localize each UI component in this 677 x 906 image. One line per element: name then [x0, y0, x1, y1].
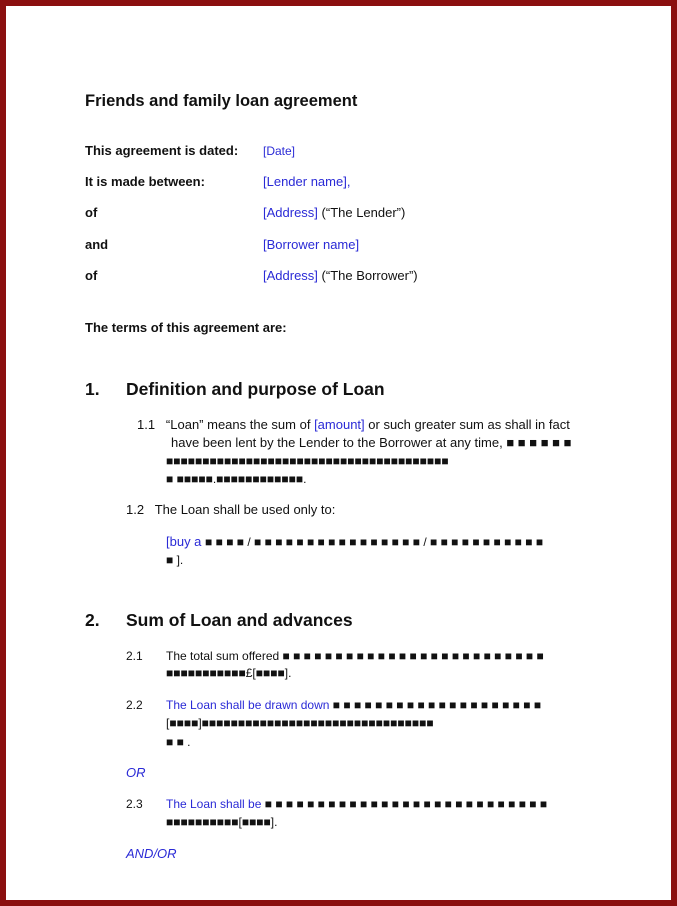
document-title: Friends and family loan agreement	[85, 92, 358, 110]
clause-1-1-line-4: ■ ■■■■■.■■■■■■■■■■■■.	[166, 472, 307, 486]
clause-2-1-number: 2.1	[126, 649, 143, 663]
drawn-down-text: The Loan shall be drawn down	[166, 698, 333, 712]
masked-text: ■ ■ ■ ■ / ■ ■ ■ ■ ■ ■ ■ ■ ■ ■ ■ ■ ■ ■ ■ ■ / ■ ■ ■ ■ ■ ■ ■ ■ ■ ■ ■	[205, 535, 544, 549]
clause-1-1-line-1	[137, 417, 570, 432]
section-title: Sum of Loan and advances	[126, 610, 353, 630]
party-value	[263, 174, 350, 189]
clause-2-2-line-3: ■ ■ .	[166, 735, 191, 749]
section-title: Definition and purpose of Loan	[126, 379, 385, 399]
clause-number: 1.1	[137, 417, 156, 432]
clause-text: “Loan” means the sum of	[165, 417, 315, 432]
party-label: This agreement is dated:	[85, 143, 239, 158]
borrower-name-placeholder: [Borrower name]	[263, 237, 360, 252]
clause-2-3-line-2: ■■■■■■■■■■[■■■■].	[166, 815, 278, 829]
amount-placeholder: [amount]	[314, 417, 365, 432]
party-label: It is made between:	[85, 174, 205, 189]
clause-1-1-line-2: have been lent by the Lender to the Borrower at any time, ■ ■ ■ ■ ■ ■	[171, 435, 572, 450]
clause-1-2-option-line-2: ■ ].	[166, 553, 184, 567]
clause-1-1-line-3: ■■■■■■■■■■■■■■■■■■■■■■■■■■■■■■■■■■■■■■■	[166, 454, 449, 468]
clause-2-2-number: 2.2	[126, 698, 143, 712]
masked-text: ■ ■ ■ ■ ■ ■ ■ ■ ■ ■ ■ ■ ■ ■ ■ ■ ■ ■ ■ ■ ■ ■ ■ ■ ■	[282, 649, 544, 663]
document-page	[6, 6, 671, 900]
party-value	[263, 143, 295, 158]
party-value	[263, 237, 359, 252]
masked-text: ■ ■ ■ ■ ■ ■ ■ ■ ■ ■ ■ ■ ■ ■ ■ ■ ■ ■ ■ ■ ■ ■ ■ ■ ■ ■ ■	[264, 797, 548, 811]
purpose-placeholder: [buy a	[166, 534, 206, 549]
borrower-address-placeholder: [Address]	[263, 268, 318, 283]
party-label: and	[85, 237, 109, 252]
clause-2-3-number: 2.3	[126, 797, 143, 811]
lender-name-placeholder: [Lender name],	[263, 174, 351, 189]
terms-intro: The terms of this agreement are:	[85, 320, 287, 335]
or-option-2: AND/OR	[126, 846, 177, 861]
clause-1-2-option-line-1	[166, 534, 543, 549]
clause-text: or such greater sum as shall in fact	[364, 417, 570, 432]
date-placeholder: [Date]	[263, 144, 296, 158]
section-number: 1.	[85, 379, 100, 399]
party-value	[263, 205, 405, 220]
lender-address-placeholder: [Address]	[263, 205, 318, 220]
or-option-1: OR	[126, 765, 146, 780]
clause-1-2	[126, 502, 335, 517]
masked-text: ■ ■ ■ ■ ■ ■ ■ ■ ■ ■ ■ ■ ■ ■ ■ ■ ■ ■ ■ ■	[332, 698, 542, 712]
clause-2-1-line-2: ■■■■■■■■■■■£[■■■■].	[166, 666, 292, 680]
party-label: of	[85, 205, 98, 220]
clause-text: The Loan shall be used only to:	[154, 502, 336, 517]
clause-2-1-line-1	[166, 649, 544, 663]
clause-2-3-line-1	[166, 797, 547, 811]
clause-2-2-line-2: [■■■■]■■■■■■■■■■■■■■■■■■■■■■■■■■■■■■■■	[166, 716, 434, 730]
party-suffix: (“The Borrower”)	[317, 268, 418, 283]
clause-2-2-line-1	[166, 698, 541, 712]
loan-shall-be-text: The Loan shall be	[166, 797, 265, 811]
party-suffix: (“The Lender”)	[317, 205, 406, 220]
party-value	[263, 268, 418, 283]
clause-number: 1.2	[126, 502, 145, 517]
party-label: of	[85, 268, 98, 283]
clause-text: The total sum offered	[166, 649, 283, 663]
section-number: 2.	[85, 610, 100, 630]
